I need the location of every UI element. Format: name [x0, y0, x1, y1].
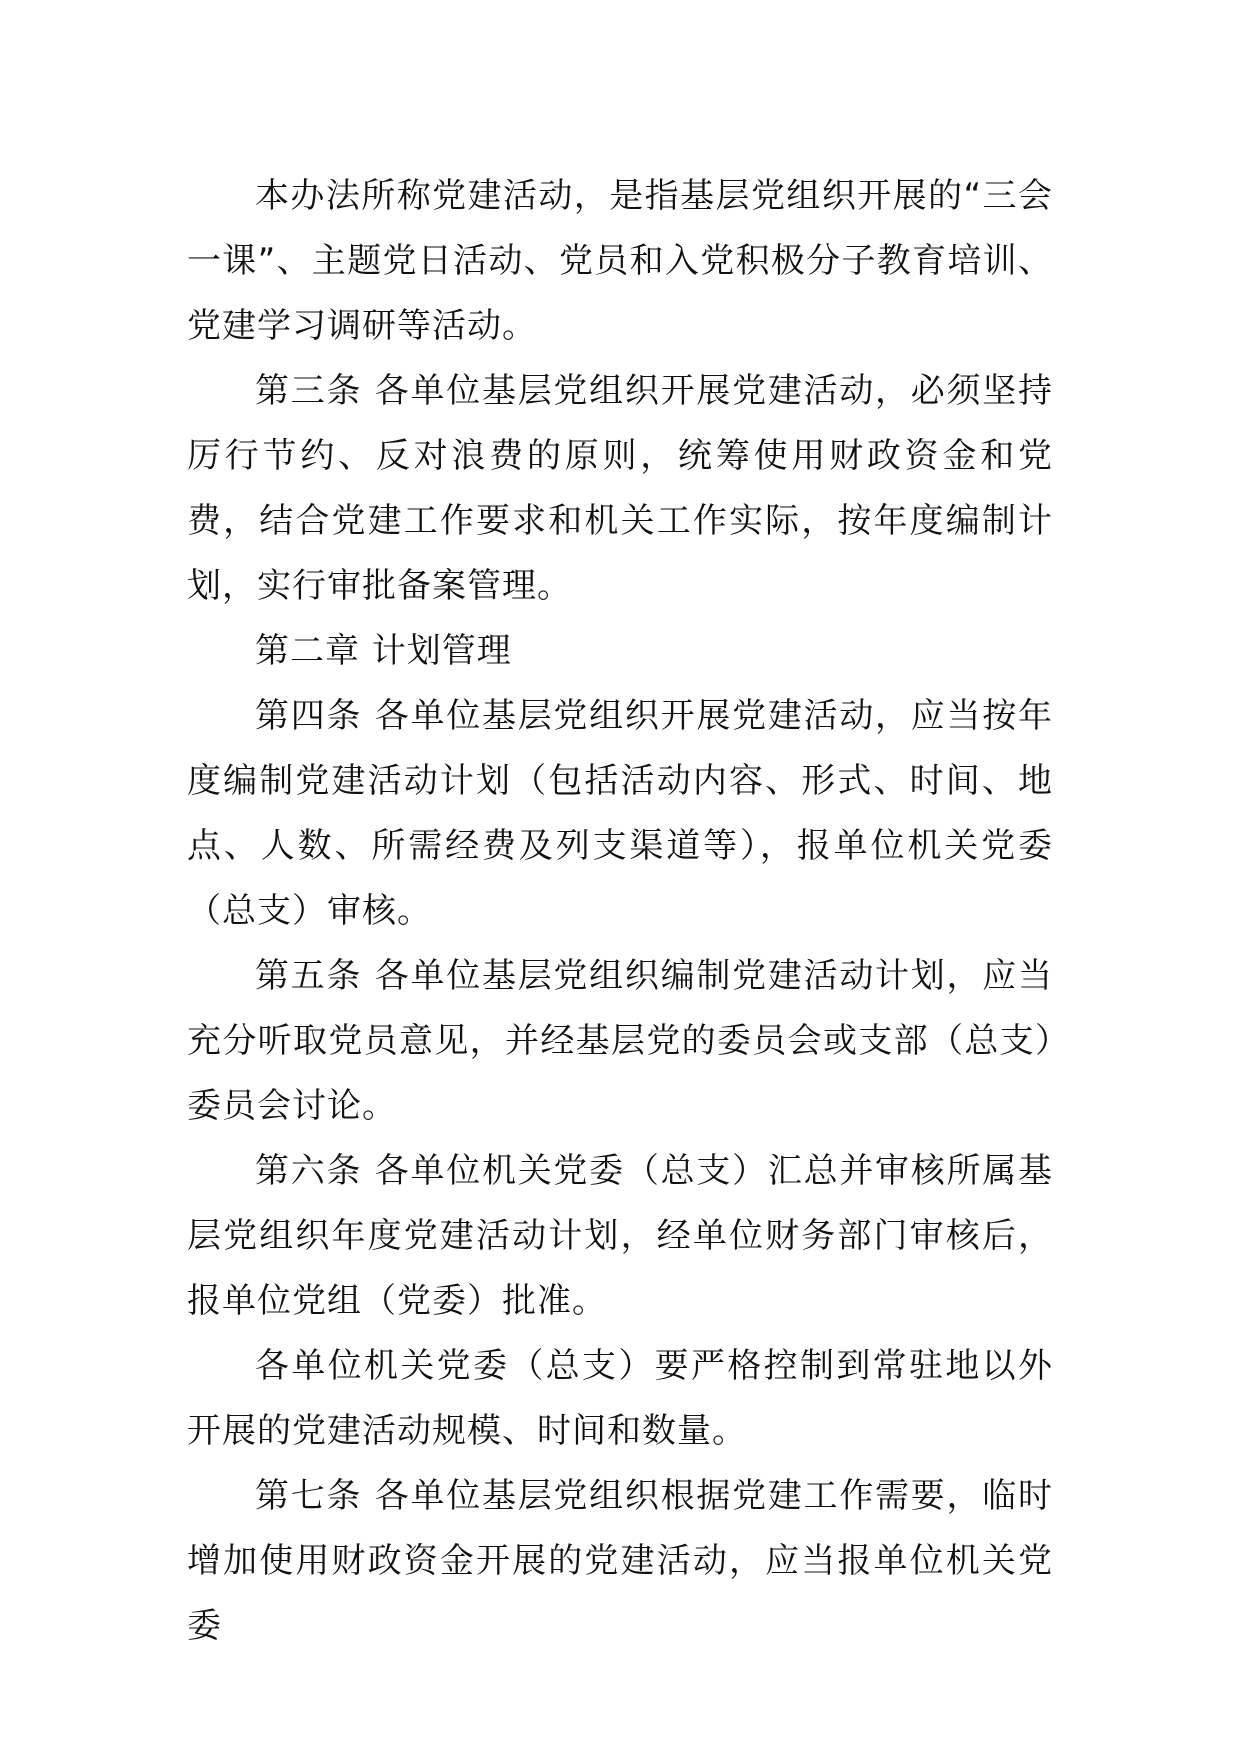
- paragraph-article-4: 第四条 各单位基层党组织开展党建活动，应当按年度编制党建活动计划（包括活动内容、形式、时间、地点、人数、所需经费及列支渠道等），报单位机关党委（总支）审核。: [187, 696, 1053, 931]
- document-body: [187, 164, 1053, 1659]
- paragraph-article-6-supplement: 各单位机关党委（总支）要严格控制到常驻地以外开展的党建活动规模、时间和数量。: [187, 1346, 1053, 1451]
- paragraph-article-6: 第六条 各单位机关党委（总支）汇总并审核所属基层党组织年度党建活动计划，经单位财务部门审核后，报单位党组（党委）批准。: [187, 1151, 1053, 1321]
- paragraph-article-7: 第七条 各单位基层党组织根据党建工作需要，临时增加使用财政资金开展的党建活动，应当报单位机关党委: [187, 1476, 1053, 1646]
- paragraph-article-5: 第五条 各单位基层党组织编制党建活动计划，应当充分听取党员意见，并经基层党的委员会或支部（总支）委员会讨论。: [187, 956, 1053, 1126]
- paragraph-article-3: 第三条 各单位基层党组织开展党建活动，必须坚持厉行节约、反对浪费的原则，统筹使用财政资金和党费，结合党建工作要求和机关工作实际，按年度编制计划，实行审批备案管理。: [187, 371, 1053, 606]
- chapter-heading: 第二章 计划管理: [255, 631, 512, 671]
- paragraph-definition: 本办法所称党建活动，是指基层党组织开展的“三会一课”、主题党日活动、党员和入党积极分子教育培训、党建学习调研等活动。: [187, 176, 1053, 346]
